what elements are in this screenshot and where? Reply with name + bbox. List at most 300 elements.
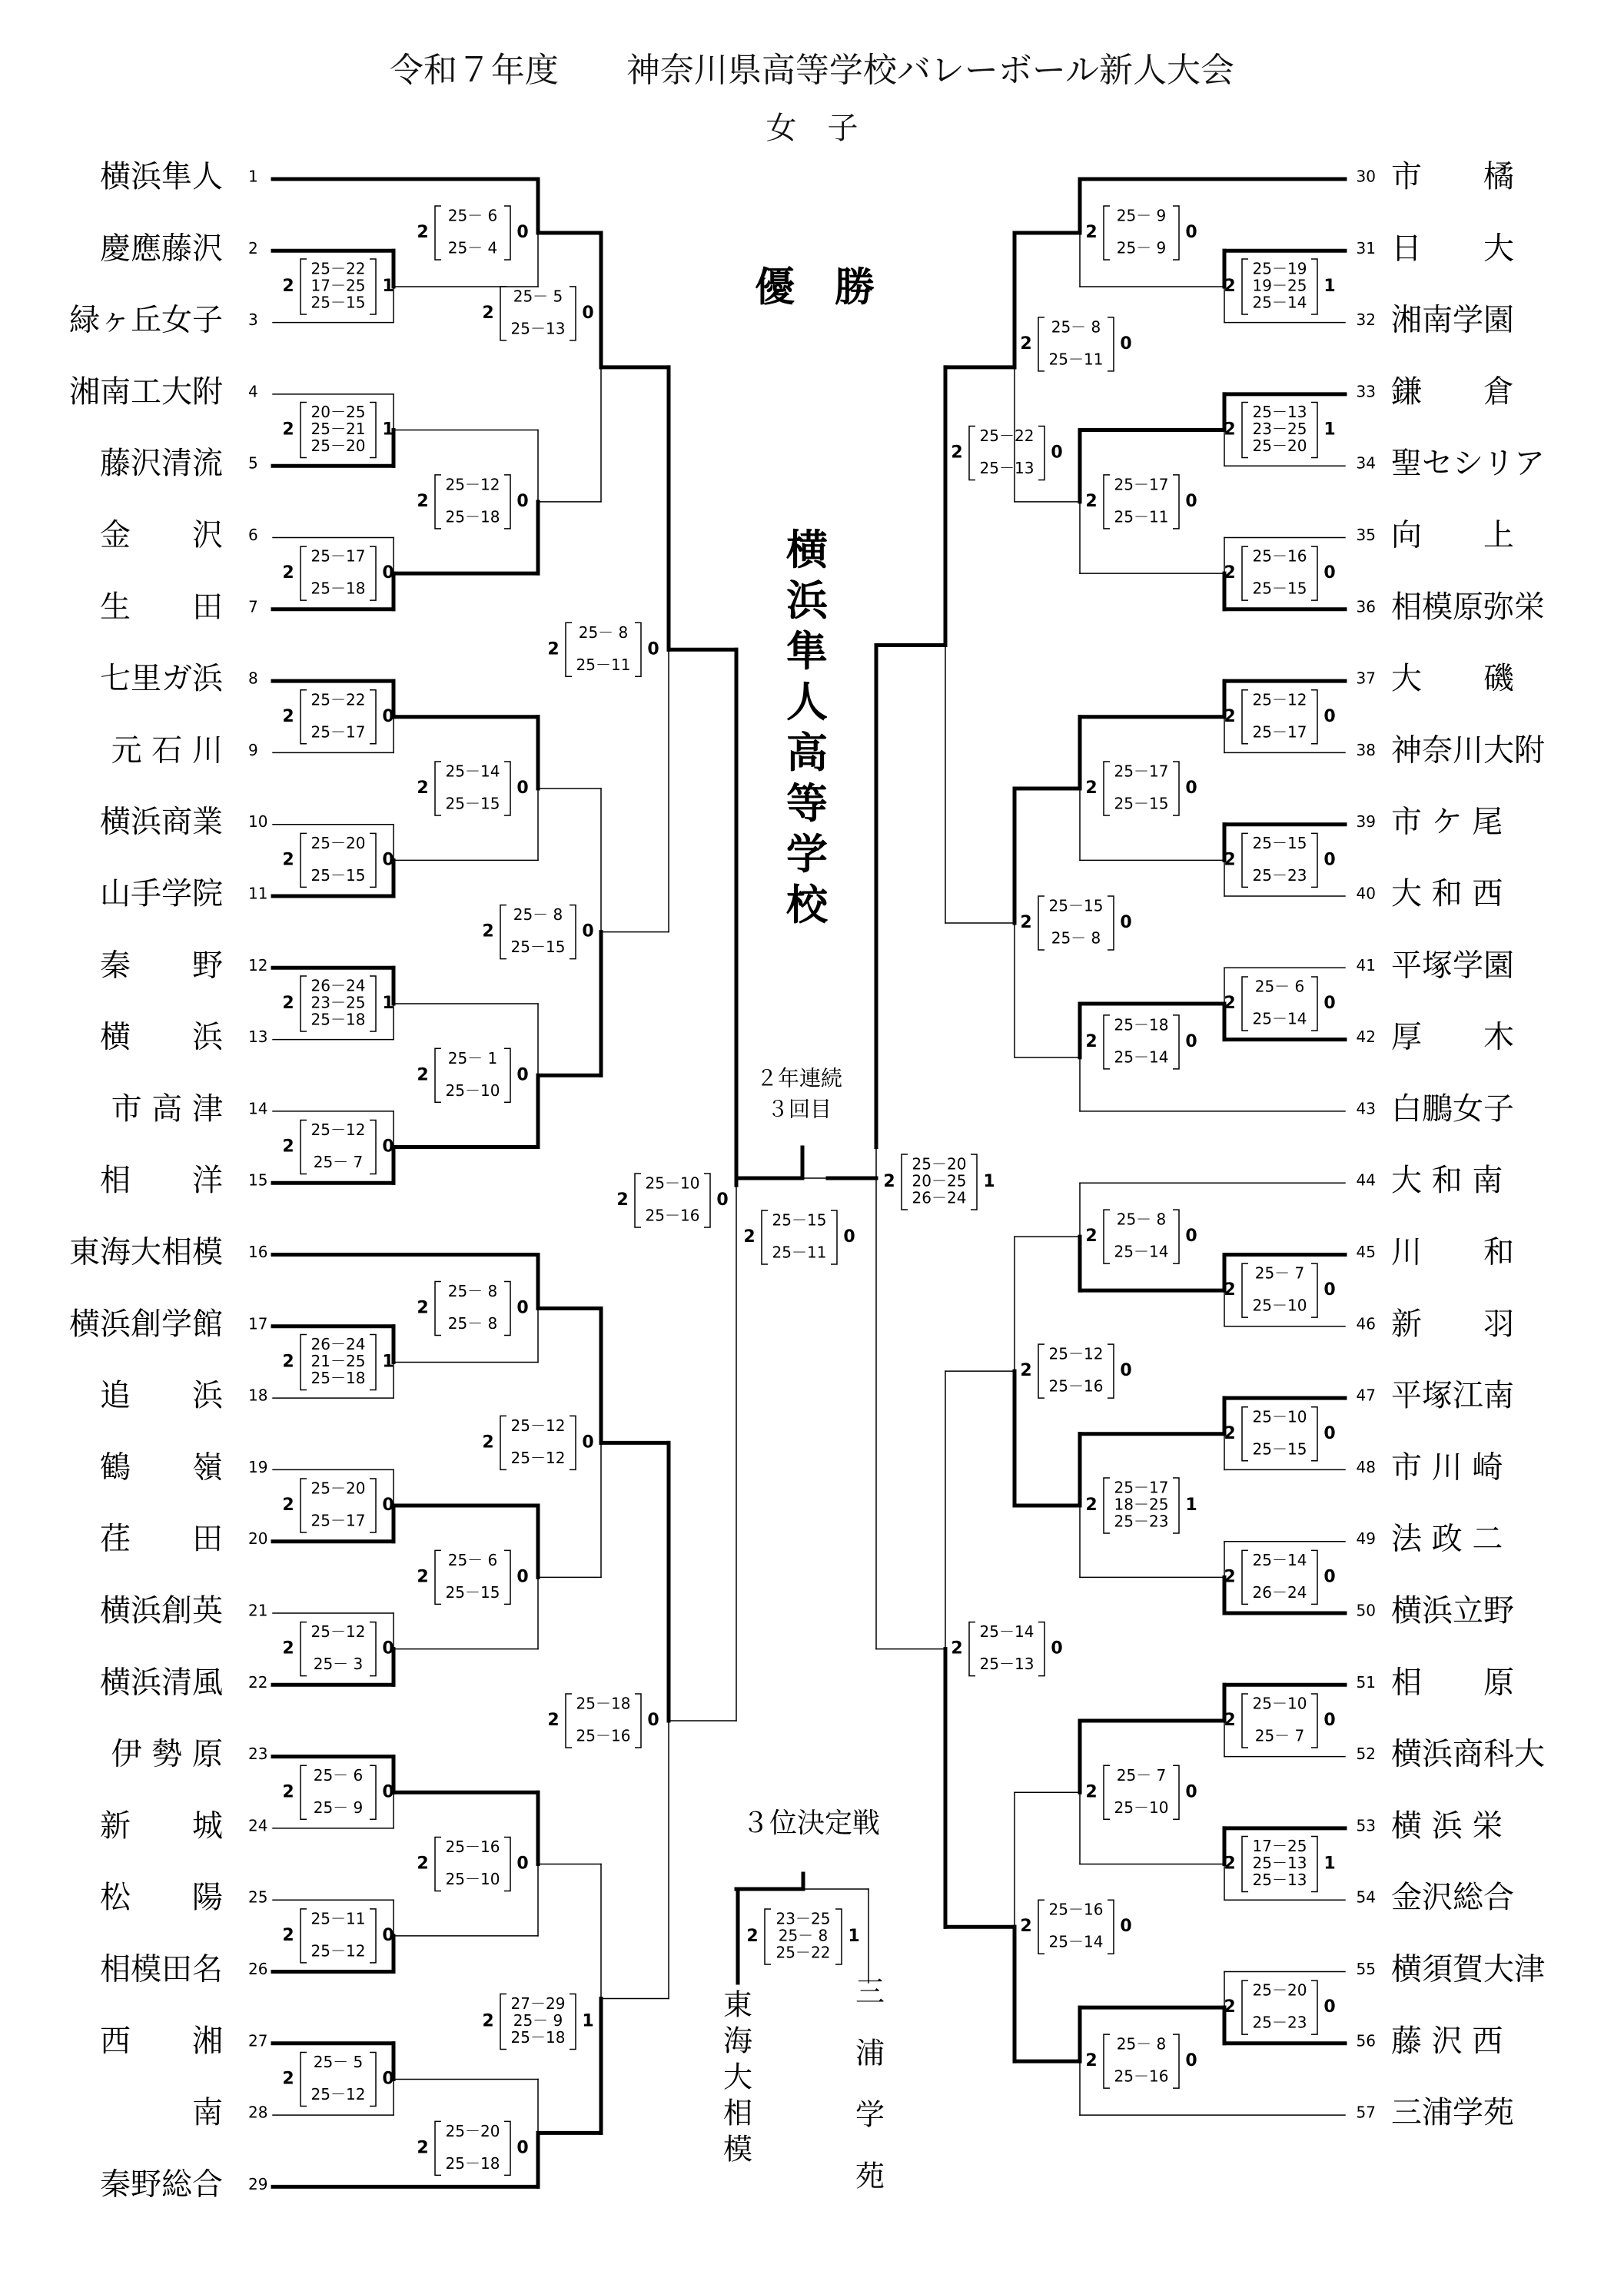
sets-won: 2 — [417, 1854, 429, 1874]
score-bracket — [1038, 426, 1044, 480]
set-score: 25－11 — [1048, 350, 1104, 369]
team-number-right: 47 — [1356, 1386, 1376, 1405]
team-number-right: 31 — [1356, 238, 1376, 257]
set-score: 25－10 — [445, 1081, 500, 1100]
score-bracket — [301, 403, 307, 458]
set-score: 25－15 — [1252, 1439, 1307, 1459]
set-score: 25－16 — [445, 1838, 500, 1857]
sets-lost: 0 — [382, 1925, 394, 1945]
sets-won: 2 — [1085, 222, 1098, 242]
team-name-right: 鎌 倉 — [1391, 374, 1514, 410]
set-score: 20－25 — [912, 1171, 967, 1190]
score-bracket — [500, 1994, 506, 2049]
score-bracket — [1242, 403, 1248, 458]
champion-name-char: 等 — [786, 779, 828, 828]
sets-lost: 0 — [1051, 443, 1063, 463]
set-score: 25－16 — [576, 1726, 631, 1745]
team-name-left: 藤沢清流 — [100, 446, 223, 482]
team-name-right: 市 川 崎 — [1391, 1449, 1503, 1486]
sets-won: 2 — [282, 276, 294, 296]
set-score: 25－17 — [311, 722, 366, 742]
score-bracket — [435, 762, 441, 815]
team-number-left: 5 — [248, 453, 258, 473]
team-number-right: 33 — [1356, 382, 1376, 401]
team-number-left: 4 — [248, 382, 258, 401]
sets-won: 2 — [1020, 912, 1032, 932]
score-bracket — [765, 1909, 771, 1964]
sets-won: 2 — [282, 1925, 294, 1945]
team-name-left: 横浜清風 — [100, 1665, 223, 1701]
set-score: 25－ 6 — [1254, 977, 1305, 996]
team-number-left: 8 — [248, 669, 258, 688]
team-number-right: 44 — [1356, 1170, 1376, 1190]
score-bracket — [370, 259, 376, 314]
sets-won: 2 — [417, 1065, 429, 1085]
set-score: 25－ 9 — [513, 2010, 563, 2030]
set-score: 25－ 7 — [313, 1153, 364, 1172]
score-bracket — [370, 2052, 376, 2106]
third-place-right-char: 三 — [855, 1974, 885, 2009]
sets-lost: 0 — [1185, 2051, 1197, 2071]
team-number-left: 28 — [248, 2103, 268, 2122]
score-bracket — [301, 1121, 307, 1174]
sets-lost: 0 — [647, 639, 659, 659]
score-bracket — [1104, 1015, 1110, 1069]
set-score: 25－16 — [1252, 546, 1307, 566]
team-name-left: 慶應藤沢 — [100, 231, 223, 267]
score-bracket — [370, 976, 376, 1031]
score-bracket — [1242, 833, 1248, 887]
team-name-left: 横浜創英 — [100, 1593, 223, 1629]
sets-won: 2 — [1224, 1280, 1236, 1300]
team-name-left: 七里ガ浜 — [100, 661, 223, 697]
set-score: 23－25 — [1252, 420, 1307, 439]
third-place-left-char: 大 — [722, 2060, 753, 2094]
set-score: 25－14 — [1114, 1242, 1169, 1261]
team-name-right: 横浜立野 — [1391, 1593, 1514, 1629]
team-name-right: 藤 沢 西 — [1391, 2023, 1503, 2059]
sets-lost: 1 — [582, 2011, 594, 2031]
set-score: 25－15 — [311, 293, 366, 312]
score-bracket — [1242, 1263, 1248, 1317]
team-number-left: 14 — [248, 1099, 268, 1118]
sets-lost: 0 — [1323, 993, 1336, 1013]
set-score: 25－20 — [311, 437, 366, 456]
score-bracket — [301, 690, 307, 744]
team-number-right: 56 — [1356, 2031, 1376, 2050]
set-score: 27－29 — [510, 1994, 566, 2013]
sets-won: 2 — [1224, 993, 1236, 1013]
sets-won: 2 — [743, 1227, 756, 1247]
team-number-left: 26 — [248, 1960, 268, 1978]
set-score: 25－20 — [1252, 1980, 1307, 2000]
set-score: 25－21 — [311, 420, 366, 439]
sets-lost: 0 — [582, 1433, 594, 1453]
score-bracket — [570, 905, 576, 959]
score-bracket — [1108, 1344, 1114, 1398]
team-number-right: 55 — [1356, 1960, 1376, 1978]
score-bracket — [301, 833, 307, 887]
score-bracket — [1242, 1837, 1248, 1892]
team-number-right: 57 — [1356, 2103, 1376, 2122]
set-score: 25－ 8 — [578, 623, 629, 642]
set-score: 25－ 6 — [447, 206, 498, 225]
set-score: 25－20 — [311, 833, 366, 852]
sets-won: 2 — [417, 222, 429, 242]
sets-won: 2 — [282, 563, 294, 583]
score-bracket — [435, 206, 441, 260]
set-score: 25－ 6 — [447, 1550, 498, 1569]
team-number-right: 53 — [1356, 1816, 1376, 1835]
set-score: 25－22 — [775, 1943, 831, 1962]
team-name-right: 市 ケ 尾 — [1391, 804, 1503, 840]
score-bracket — [1104, 475, 1110, 529]
sets-lost: 0 — [382, 1782, 394, 1802]
sets-lost: 1 — [382, 276, 394, 296]
set-score: 25－17 — [1114, 475, 1169, 494]
set-score: 25－13 — [510, 319, 566, 338]
set-score: 25－17 — [311, 1511, 366, 1530]
third-place-left-char: 海 — [722, 2024, 753, 2058]
set-score: 25－13 — [979, 458, 1035, 477]
set-score: 25－13 — [979, 1655, 1035, 1674]
set-score: 25－22 — [311, 690, 366, 709]
set-score: 25－14 — [979, 1622, 1035, 1642]
score-bracket — [504, 762, 510, 815]
set-score: 25－18 — [510, 2027, 566, 2047]
team-name-right: 厚 木 — [1391, 1019, 1514, 1055]
sets-won: 2 — [951, 1639, 963, 1658]
sets-won: 2 — [417, 2138, 429, 2158]
team-name-left: 湘南工大附 — [69, 374, 223, 410]
sets-lost: 0 — [1185, 779, 1197, 799]
team-name-left: 横 浜 — [100, 1019, 223, 1055]
third-place-left-char: 東 — [722, 1987, 753, 2022]
sets-lost: 0 — [716, 1190, 729, 1210]
score-bracket — [1104, 762, 1110, 815]
score-bracket — [1173, 1210, 1179, 1263]
score-bracket — [1311, 403, 1317, 458]
set-score: 25－14 — [1252, 1550, 1307, 1569]
set-score: 25－12 — [510, 1416, 566, 1435]
set-score: 25－10 — [645, 1174, 700, 1193]
score-bracket — [1038, 317, 1044, 371]
team-number-left: 10 — [248, 812, 268, 832]
team-number-right: 49 — [1356, 1529, 1376, 1549]
champion-name-char: 高 — [786, 728, 828, 778]
score-bracket — [566, 1694, 572, 1748]
set-score: 21－25 — [311, 1351, 366, 1370]
set-score: 25－ 8 — [447, 1313, 498, 1333]
team-name-right: 横 浜 栄 — [1391, 1808, 1503, 1844]
champion-name-char: 浜 — [786, 576, 828, 626]
team-name-left: 荏 田 — [100, 1521, 223, 1557]
score-bracket — [370, 1622, 376, 1676]
set-score: 25－ 1 — [447, 1048, 498, 1067]
sets-lost: 0 — [1185, 1031, 1197, 1051]
score-bracket — [370, 546, 376, 600]
sets-won: 2 — [1224, 276, 1236, 296]
score-bracket — [504, 1048, 510, 1102]
sets-lost: 0 — [582, 921, 594, 941]
team-number-right: 35 — [1356, 526, 1376, 544]
score-bracket — [1242, 1407, 1248, 1461]
sets-won: 2 — [417, 779, 429, 799]
team-number-left: 13 — [248, 1028, 268, 1047]
team-name-left: 松 陽 — [100, 1880, 223, 1916]
sets-lost: 1 — [848, 1927, 860, 1946]
set-score: 25－11 — [311, 1909, 366, 1928]
score-bracket — [1311, 977, 1317, 1031]
sets-won: 2 — [1085, 1782, 1098, 1802]
sets-won: 2 — [417, 491, 429, 511]
set-score: 25－11 — [576, 655, 631, 674]
team-number-left: 25 — [248, 1888, 268, 1907]
set-score: 25－ 8 — [1116, 2034, 1167, 2054]
sets-won: 2 — [1085, 1031, 1098, 1051]
score-bracket — [500, 287, 506, 340]
set-score: 25－ 8 — [778, 1926, 829, 1945]
sets-lost: 0 — [516, 222, 529, 242]
score-bracket — [570, 1994, 576, 2049]
set-score: 25－ 3 — [313, 1655, 364, 1674]
sets-won: 2 — [282, 1496, 294, 1516]
third-place-label: ３位決定戦 — [741, 1808, 881, 1839]
score-bracket — [504, 1838, 510, 1891]
division-label: 女 子 — [766, 111, 858, 146]
score-bracket — [504, 206, 510, 260]
set-score: 25－14 — [445, 762, 500, 781]
score-bracket — [1311, 546, 1317, 600]
team-number-right: 52 — [1356, 1745, 1376, 1764]
team-name-left: 金 沢 — [100, 517, 223, 553]
score-bracket — [1311, 1694, 1317, 1748]
sets-won: 2 — [282, 1137, 294, 1157]
score-bracket — [1173, 1765, 1179, 1819]
score-bracket — [435, 2121, 441, 2175]
sets-won: 2 — [1020, 334, 1032, 354]
score-bracket — [370, 1334, 376, 1389]
team-number-left: 27 — [248, 2031, 268, 2050]
score-bracket — [1242, 1980, 1248, 2034]
sets-won: 2 — [1224, 1710, 1236, 1730]
team-name-left: 南 — [192, 2095, 223, 2131]
sets-won: 2 — [282, 1782, 294, 1802]
team-number-left: 21 — [248, 1601, 268, 1620]
score-bracket — [435, 1048, 441, 1102]
sets-won: 2 — [547, 1710, 560, 1730]
team-name-right: 相模原弥栄 — [1391, 589, 1545, 625]
score-bracket — [301, 1479, 307, 1532]
team-name-left: 元 石 川 — [111, 732, 223, 769]
set-score: 25－23 — [1252, 865, 1307, 885]
score-bracket — [1104, 1478, 1110, 1533]
team-number-right: 40 — [1356, 884, 1376, 903]
team-number-right: 41 — [1356, 955, 1376, 974]
set-score: 25－18 — [576, 1694, 631, 1713]
team-number-left: 11 — [248, 884, 268, 903]
team-name-right: 三浦学苑 — [1391, 2095, 1514, 2131]
team-number-left: 12 — [248, 955, 268, 974]
score-bracket — [1173, 206, 1179, 260]
set-score: 25－17 — [1114, 762, 1169, 781]
third-place-right-char: 苑 — [855, 2159, 885, 2193]
team-name-left: 追 浜 — [100, 1378, 223, 1414]
set-score: 26－24 — [311, 1334, 366, 1353]
sets-lost: 0 — [647, 1710, 659, 1730]
set-score: 17－25 — [311, 276, 366, 295]
score-bracket — [831, 1210, 837, 1264]
sets-won: 2 — [883, 1172, 895, 1191]
sets-lost: 0 — [1120, 912, 1132, 932]
set-score: 25－20 — [445, 2121, 500, 2140]
score-bracket — [1242, 1694, 1248, 1748]
team-number-right: 30 — [1356, 167, 1376, 186]
champion-name-char: 学 — [786, 829, 828, 879]
team-number-right: 50 — [1356, 1601, 1376, 1620]
score-bracket — [504, 2121, 510, 2175]
team-number-left: 16 — [248, 1243, 268, 1261]
team-number-right: 45 — [1356, 1243, 1376, 1261]
set-score: 25－18 — [445, 507, 500, 526]
team-name-right: 市 橘 — [1391, 159, 1514, 194]
sets-lost: 0 — [1185, 491, 1197, 511]
team-name-right: 平塚学園 — [1391, 948, 1514, 984]
set-score: 25－20 — [912, 1154, 967, 1174]
score-bracket — [1173, 475, 1179, 529]
team-number-right: 54 — [1356, 1888, 1376, 1907]
sets-lost: 0 — [382, 1639, 394, 1658]
score-bracket — [504, 1550, 510, 1604]
score-bracket — [1242, 1550, 1248, 1604]
set-score: 25－22 — [311, 259, 366, 278]
score-bracket — [1038, 1900, 1044, 1954]
sets-lost: 0 — [1120, 1917, 1132, 1937]
sets-lost: 1 — [983, 1172, 995, 1191]
sets-lost: 0 — [516, 491, 529, 511]
sets-won: 2 — [1020, 1361, 1032, 1381]
sets-lost: 0 — [516, 1298, 529, 1318]
team-number-right: 37 — [1356, 669, 1376, 688]
set-score: 25－18 — [445, 2153, 500, 2173]
team-name-right: 新 羽 — [1391, 1306, 1514, 1342]
team-name-right: 横須賀大津 — [1391, 1951, 1545, 1987]
sets-lost: 0 — [1323, 1710, 1336, 1730]
team-name-left: 新 城 — [100, 1808, 223, 1844]
score-bracket — [1104, 1210, 1110, 1263]
team-number-left: 24 — [248, 1816, 268, 1835]
set-score: 25－20 — [1252, 437, 1307, 456]
team-number-right: 46 — [1356, 1314, 1376, 1333]
set-score: 23－25 — [775, 1909, 831, 1928]
score-bracket — [435, 1281, 441, 1335]
sets-lost: 0 — [382, 1137, 394, 1157]
sets-lost: 0 — [1323, 1280, 1336, 1300]
team-name-right: 神奈川大附 — [1391, 732, 1545, 769]
sets-lost: 0 — [382, 850, 394, 870]
score-bracket — [971, 1154, 977, 1210]
score-bracket — [500, 1416, 506, 1469]
set-score: 25－ 5 — [313, 2052, 364, 2071]
team-name-left: 秦 野 — [100, 948, 223, 984]
team-number-left: 29 — [248, 2174, 268, 2193]
score-bracket — [1311, 1263, 1317, 1317]
team-name-left: 山手学院 — [100, 876, 223, 911]
sets-won: 2 — [1224, 1997, 1236, 2017]
score-bracket — [1104, 206, 1110, 260]
team-name-right: 横浜商科大 — [1391, 1736, 1545, 1772]
set-score: 25－ 5 — [513, 287, 563, 306]
team-number-left: 15 — [248, 1170, 268, 1190]
score-bracket — [1104, 1765, 1110, 1819]
set-score: 25－ 9 — [1116, 238, 1167, 257]
team-number-right: 34 — [1356, 453, 1376, 473]
third-place-left-char: 相 — [722, 2096, 753, 2130]
team-number-right: 38 — [1356, 740, 1376, 759]
team-number-right: 36 — [1356, 597, 1376, 616]
team-name-left: 鶴 嶺 — [100, 1449, 223, 1486]
set-score: 25－16 — [1048, 1900, 1104, 1919]
team-number-left: 2 — [248, 238, 258, 257]
score-bracket — [301, 546, 307, 600]
set-score: 25－ 6 — [313, 1765, 364, 1785]
team-number-right: 48 — [1356, 1457, 1376, 1476]
sets-won: 2 — [1085, 2051, 1098, 2071]
set-score: 25－22 — [979, 426, 1035, 445]
team-name-right: 日 大 — [1391, 231, 1514, 267]
set-score: 25－16 — [1048, 1376, 1104, 1396]
score-bracket — [969, 1622, 975, 1676]
score-bracket — [1173, 762, 1179, 815]
sets-won: 2 — [1085, 779, 1098, 799]
set-score: 25－15 — [510, 938, 566, 957]
score-bracket — [370, 1909, 376, 1963]
sets-won: 2 — [482, 2011, 494, 2031]
set-score: 25－10 — [1114, 1798, 1169, 1817]
sets-lost: 0 — [1323, 706, 1336, 726]
score-bracket — [1173, 1015, 1179, 1069]
set-score: 26－24 — [912, 1188, 967, 1207]
sets-lost: 0 — [516, 1854, 529, 1874]
sets-lost: 0 — [516, 1065, 529, 1085]
sets-lost: 0 — [1323, 1423, 1336, 1443]
set-score: 25－12 — [1048, 1344, 1104, 1363]
score-bracket — [370, 833, 376, 887]
sets-lost: 0 — [382, 563, 394, 583]
set-score: 25－ 4 — [447, 238, 498, 257]
score-bracket — [1311, 1837, 1317, 1892]
score-bracket — [635, 1174, 641, 1227]
set-score: 25－15 — [1048, 896, 1104, 915]
score-bracket — [370, 1121, 376, 1174]
team-name-right: 金沢総合 — [1391, 1880, 1514, 1916]
score-bracket — [301, 2052, 307, 2106]
sets-lost: 0 — [516, 2138, 529, 2158]
sets-lost: 0 — [516, 779, 529, 799]
score-bracket — [370, 1479, 376, 1532]
score-bracket — [435, 1838, 441, 1891]
set-score: 25－12 — [311, 1622, 366, 1642]
score-bracket — [704, 1174, 710, 1227]
score-bracket — [1311, 690, 1317, 744]
set-score: 26－24 — [1252, 1582, 1307, 1602]
score-bracket — [835, 1909, 842, 1964]
team-number-left: 3 — [248, 310, 258, 330]
team-name-right: 湘南学園 — [1391, 302, 1514, 338]
score-bracket — [370, 403, 376, 458]
set-score: 25－18 — [1114, 1015, 1169, 1034]
sets-lost: 0 — [843, 1227, 855, 1247]
